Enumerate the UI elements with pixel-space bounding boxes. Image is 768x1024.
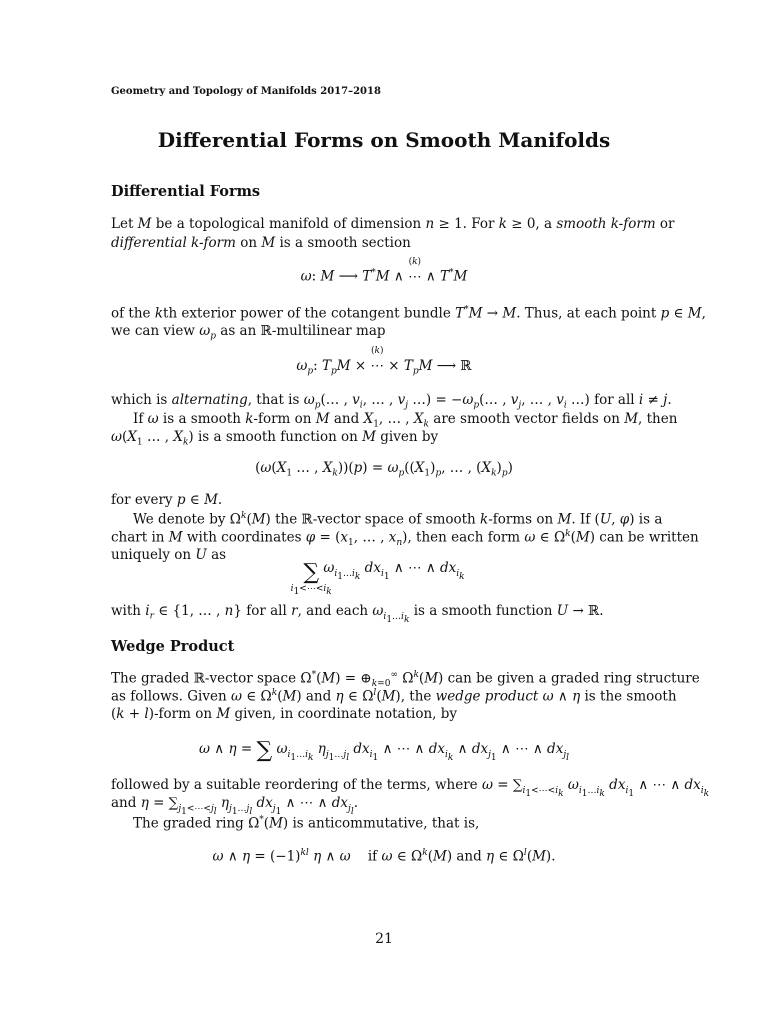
paragraph-line: for every p ∈ M.	[111, 492, 223, 508]
equation-multilinear: $\omega_p$: $T_pM$ × ⋯ (k) × $T_pM$ ⟶ ℝ	[296, 346, 472, 377]
equation-section: ω: M ⟶ T*M ∧ ⋯ (k) ∧ T*M	[300, 256, 468, 285]
paragraph-line: of the kth exterior power of the cotangent bundle T*M → M. Thus, at each point p ∈ M,	[111, 305, 706, 322]
equation-local-form: ∑ $i_1<\cdots<i_k$ $\omega_{i_1\dots i_k}$ $dx_{i_1}$ ∧ ⋯ ∧ $dx_{i_k}$	[290, 560, 465, 597]
paragraph-line: and $\eta = \sum_{j_1<\cdots<j_l}$ $\eta_{j_1\dots j_l}$ $dx_{j_1}$ ∧ ⋯ ∧ $dx_{j_l}$.	[111, 795, 359, 817]
section-heading-wedge-product: Wedge Product	[111, 638, 235, 655]
paragraph-line: with $i_r$ ∈ {1, … , n} for all r, and each $\omega_{i_1\dots i_k}$ is a smooth function U → ℝ.	[111, 603, 604, 625]
page-title: Differential Forms on Smooth Manifolds	[157, 128, 611, 152]
running-header: Geometry and Topology of Manifolds 2017–2018	[111, 86, 381, 97]
paragraph-line: followed by a suitable reordering of the terms, where $\omega = \sum_{i_1<\cdots<i_k}$ $\omega_{i_1\dots i_k}$ $dx_{i_1}$ ∧ ⋯ ∧ $dx_{i_k}$	[111, 777, 710, 799]
paragraph-line: differential k-form on M is a smooth section	[111, 235, 411, 251]
paragraph-line: we can view $\omega_p$ as an ℝ-multilinear map	[111, 323, 386, 342]
paragraph-line: which is alternating, that is $\omega_p(\dots$ , $v_i$, … , $v_j$ …) = $-\omega_p(\dots$ , $v_j$, … , $v_i$ …) for all i ≠ j.	[111, 392, 672, 411]
equation-evaluation: ($\omega(X_1$ … , $X_k))(p) = \omega_p((X_1)_p$, … , $(X_k)_p$)	[255, 460, 513, 479]
paragraph-line: We denote by $\Omega^k(M)$ the ℝ-vector space of smooth k-forms on M. If (U, φ) is a	[133, 511, 663, 528]
paragraph-line: uniquely on U as	[111, 547, 227, 563]
paragraph-line: Let M be a topological manifold of dimension n ≥ 1. For k ≥ 0, a smooth k-form or	[111, 216, 675, 232]
paragraph-line: as follows. Given ω ∈ $\Omega^k(M)$ and η ∈ $\Omega^l(M)$, the wedge product ω ∧ η is the smooth	[111, 688, 677, 705]
paragraph-line: chart in M with coordinates $\varphi = (x_1$, … , $x_n$), then each form ω ∈ $\Omega^k(M)$ can be written	[111, 529, 699, 549]
paragraph-line: $\omega(X_1$ … , $X_k$) is a smooth function on M given by	[111, 429, 439, 448]
paragraph-line: (k + l)-form on M given, in coordinate notation, by	[111, 706, 457, 722]
page-number: 21	[375, 931, 393, 947]
section-heading-differential-forms: Differential Forms	[111, 183, 261, 200]
paragraph-line: The graded ring Ω*(M) is anticommutative, that is,	[133, 815, 480, 832]
equation-anticommutative: ω ∧ $\eta = (-1)^{kl}$ η ∧ ω if ω ∈ $\Omega^k(M)$ and η ∈ $\Omega^l(M)$.	[212, 848, 556, 865]
equation-wedge-product: ω ∧ η = ∑ $\omega_{i_1\dots i_k}$ $\eta_{j_1\dots j_l}$ $dx_{i_1}$ ∧ ⋯ ∧ $dx_{i_k}$ ∧ $dx_{j_1}$ ∧ ⋯ ∧ $dx_{j_l}$	[198, 738, 569, 763]
paragraph-line: The graded ℝ-vector space $\Omega^*(M) = \oplus_{k=0}^\infty$ $\Omega^k(M)$ can be given a graded ring structure	[111, 670, 700, 690]
paragraph-line: If ω is a smooth k-form on M and $X_1$, … , $X_k$ are smooth vector fields on M, then	[133, 411, 678, 430]
